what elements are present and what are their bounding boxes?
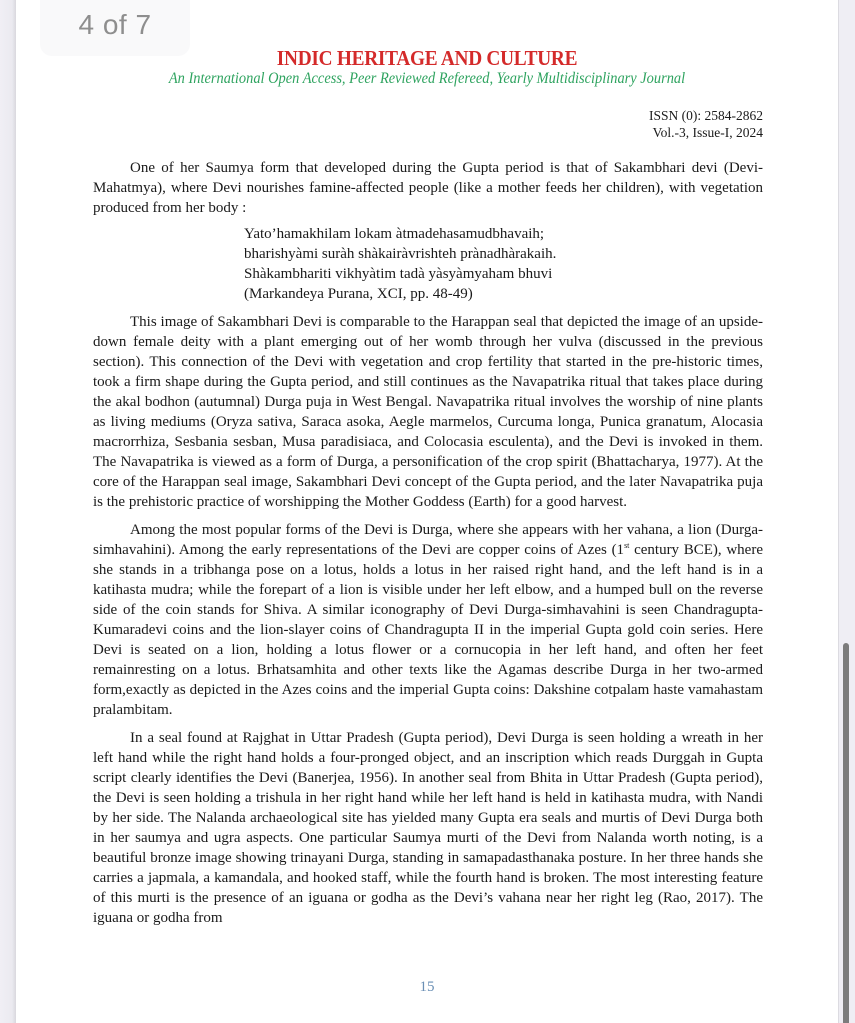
paragraph-text: century BCE), where she stands in a tribhanga pose on a lotus, holds a lotus in her raised right hand, and the left hand is in a katihasta mudra; while the forepart of a lion is visible under her left elbow, and a humped bull on the reverse side of the coin stands for Shiva. A similar iconography of Devi Durga-simhavahini is seen Chandragupta-Kumaradevi coins and the lion-slayer coins of Chandragupta II in the imperial Gupta gold coin series. Here Devi is seated on a lion, holding a lotus flower or a cornucopia in her left hand, and often her feet remainresting on a lotus. Brhatsamhita and other texts like the Agamas describe Durga in her two-armed form,exactly as depicted in the Azes coins and the imperial Gupta coins: Dakshine cotpalam haste vamahastam pralambitam.	[93, 542, 763, 718]
journal-title: INDIC HERITAGE AND CULTURE	[276, 46, 578, 70]
verse-line: Yato’hamakhilam lokam àtmadehasamudbhavaih;	[244, 226, 545, 242]
paragraph-sakambhari-intro: One of her Saumya form that developed during the Gupta period is that of Sakambhari devi (Devi-Mahatmya), where Devi nourishes famine-affected people (like a mother feeds her children), with vegetation produced from her body :	[93, 160, 763, 216]
page-counter-badge	[40, 0, 190, 56]
paragraph-rajghat-seal: In a seal found at Rajghat in Uttar Pradesh (Gupta period), Devi Durga is seen holding a wreath in her left hand while the right hand holds a four-pronged object, and an inscription which reads Durggah in Gupta script clearly identifies the Devi (Banerjea, 1956). In another seal from Bhita in Uttar Pradesh (Gupta period), the Devi is seen holding a trishula in her right hand while her left hand is held in katihasta mudra, with Nandi by her side. The Nalanda archaeological site has yielded many Gupta era seals and murtis of Devi Durga both in her saumya and ugra aspects. One particular Saumya murti of the Devi from Nalanda worth noting, is a beautiful bronze image showing trinayani Durga, standing in samapadasthanaka posture. In her three hands she carries a japmala, a kamandala, and hooked staff, while the fourth hand is broken. The most interesting feature of this murti is the presence of an iguana or godha as the Devi’s vahana near her right leg (Rao, 2017). The iguana or godha from	[93, 730, 763, 926]
paragraph-text: Among the most popular forms of the Devi is Durga, where she appears with her vahana, a lion (Durga-simhavahini). Among the early representations of the Devi are copper coins of Azes (1	[93, 522, 763, 558]
issn-line: ISSN (0): 2584-2862	[649, 108, 763, 123]
page-number: 15	[419, 979, 435, 995]
article-body	[93, 158, 763, 936]
page-counter-text: 4 of 7	[78, 9, 152, 40]
issn-block	[649, 107, 763, 141]
verse-line: bharishyàmi suràh shàkairàvrishteh prànadhàrakaih.	[244, 246, 557, 262]
viewer-background-left	[0, 0, 16, 1023]
verse-quotation	[244, 224, 763, 304]
paragraph-durga-simhavahini	[93, 520, 763, 720]
volume-issue-line: Vol.-3, Issue-I, 2024	[652, 125, 763, 140]
paragraph-harappan-seal: This image of Sakambhari Devi is comparable to the Harappan seal that depicted the image of an upside-down female deity with a plant emerging out of her womb through her vulva (discussed in the previous section). This connection of the Devi with vegetation and crop fertility that started in the pre-historic times, took a firm shape during the Gupta period, and still continues as the Navapatrika ritual that takes place during the akal bodhon (autumnal) Durga puja in West Bengal. Navapatrika ritual involves the worship of nine plants as living mediums (Oryza sativa, Saraca asoka, Aegle marmelos, Curcuma longa, Punica granatum, Alocasia macrorrhiza, Sesbania sesban, Musa paradisiaca, and Colocasia esculenta), and the Devi is invoked in them. The Navapatrika is viewed as a form of Durga, a personification of the crop spirit (Bhattacharya, 1977). At the core of the Harappan seal image, Sakambhari Devi concept of the Gupta period, and the later Navapatrika puja is the prehistoric practice of worshipping the Mother Goddess (Earth) for a good harvest.	[93, 314, 763, 510]
journal-subtitle: An International Open Access, Peer Reviewed Refereed, Yearly Multidisciplinary Journal	[168, 70, 686, 87]
scrollbar-thumb[interactable]	[843, 643, 849, 1023]
verse-line: Shàkambhariti vikhyàtim tadà yàsyàmyaham bhuvi	[244, 266, 553, 282]
verse-citation: (Markandeya Purana, XCI, pp. 48-49)	[244, 286, 473, 302]
superscript-ordinal: st	[624, 541, 630, 550]
